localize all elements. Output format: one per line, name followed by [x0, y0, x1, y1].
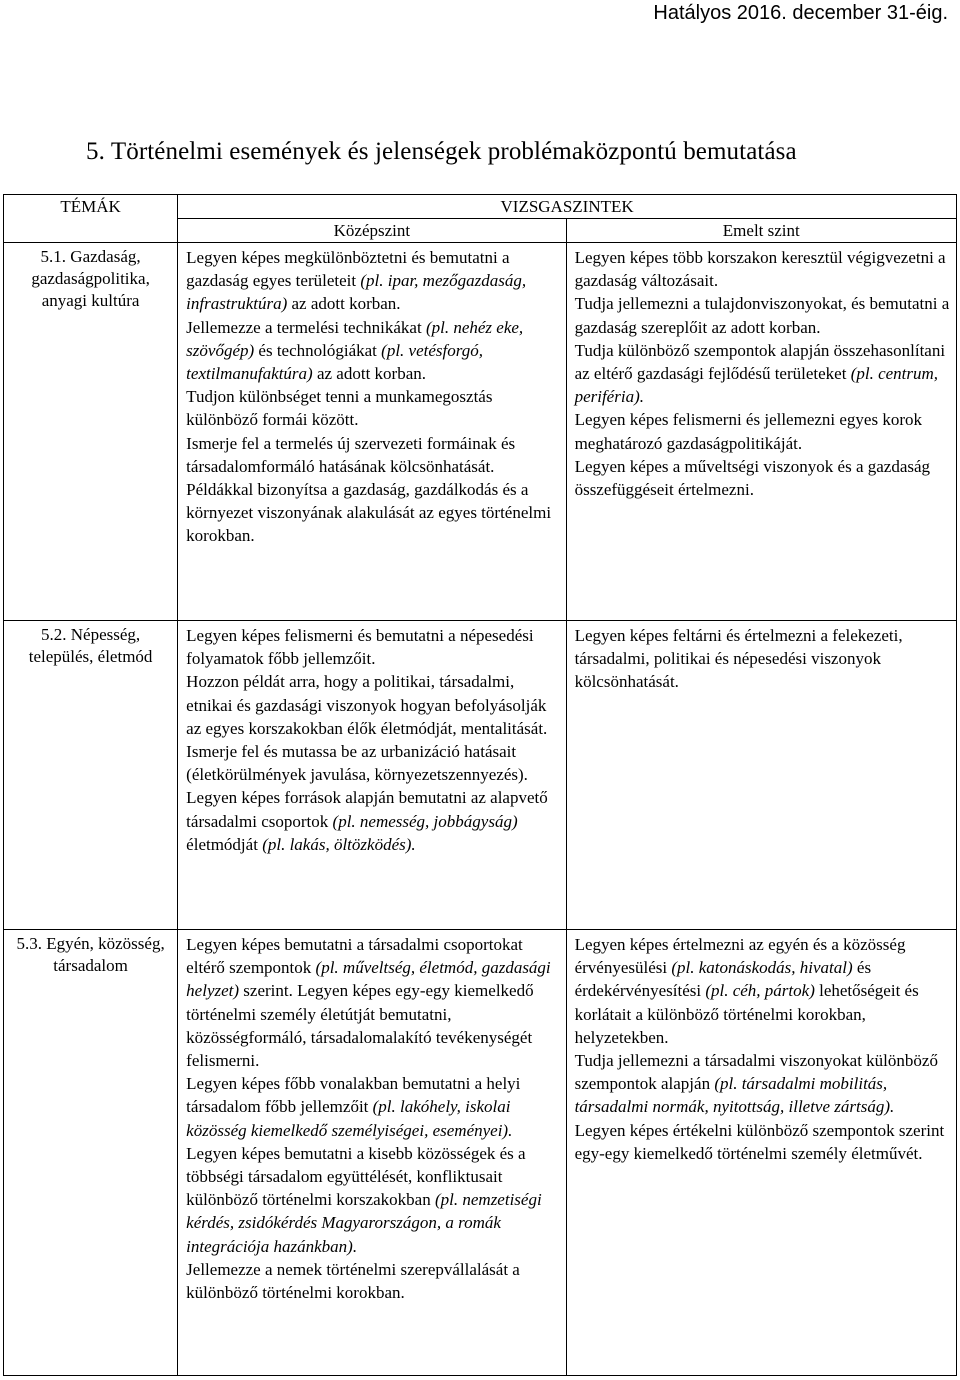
- requirement-text: Legyen képes források alapján bemutatni az alapvető társadalmi csoportok: [186, 788, 548, 831]
- example-text: (pl. társadalmi mobilitás, társadalmi normák, nyitottság, illetve zártság).: [574, 1074, 895, 1117]
- mid-cell: [178, 930, 566, 1376]
- example-text: (pl. ipar, mezőgazdaság, infrastruktúra): [186, 271, 527, 314]
- mid-cell: [178, 621, 566, 930]
- requirement-text: Legyen képes értékelni különböző szempontok szerint egy-egy kiemelkedő történelmi személy életművét.: [574, 1120, 945, 1163]
- requirement-text: Legyen képes több korszakon keresztül végigvezetni a gazdaság változásait.: [574, 248, 946, 291]
- validity-note: Hatályos 2016. december 31-éig.: [653, 2, 948, 24]
- mid-level-header: Középszint: [178, 219, 566, 243]
- topic-cell: [4, 930, 178, 1376]
- example-text: (pl. vetésforgó, textilmanufaktúra): [186, 340, 483, 384]
- example-text: (pl. nemzetiségi kérdés, zsidókérdés Magyarországon, a romák integrációja hazánkban).: [186, 1190, 542, 1256]
- requirement-text: és technológiákat: [254, 340, 382, 360]
- advanced-requirements: [567, 930, 956, 1165]
- requirement-text: Legyen képes bemutatni a társadalmi csoportokat eltérő szempontok: [186, 935, 523, 978]
- criteria-header: VIZSGASZINTEK: [178, 195, 957, 219]
- example-text: (pl. nemesség, jobbágyság): [332, 811, 518, 831]
- table-row: [4, 621, 957, 930]
- requirement-text: és érdekérvényesítési: [574, 958, 872, 1001]
- requirement-text: Tudja jellemezni a társadalmi viszonyokat különböző szempontok alapján: [574, 1051, 938, 1094]
- table-row: [4, 243, 957, 621]
- table-row: [4, 930, 957, 1376]
- requirement-text: Hozzon példát arra, hogy a politikai, társadalmi, etnikai és gazdasági viszonyok hogyan befolyásolják az egyes korszakokban élők életmódját, mentalitását.: [186, 672, 548, 738]
- topic-label: 5.3. Egyén, közösség, társadalom: [16, 934, 165, 975]
- page-header-bar: [0, 0, 960, 30]
- adv-cell: [566, 621, 956, 930]
- requirement-text: Tudjon különbséget tenni a munkamegosztás különböző formái között.: [186, 387, 493, 430]
- requirement-text: Ismerje fel és mutassa be az urbanizáció hatásait (életkörülmények javulása, környezetszennyezés).: [186, 742, 528, 785]
- example-text: (pl. nehéz eke, szövőgép): [186, 317, 524, 360]
- requirement-text: Legyen képes bemutatni a kisebb közösségek és a többségi társadalom együttélését, konfliktusait különböző történelmi korszakokban: [186, 1143, 526, 1210]
- requirement-text: Legyen képes feltárni és értelmezni a felekezeti, társadalmi, politikai és népesedési viszonyok kölcsönhatását.: [574, 626, 903, 692]
- mid-cell: [178, 243, 566, 621]
- example-text: (pl. céh, pártok): [705, 981, 815, 1001]
- example-text: (pl. lakóhely, iskolai közösség kiemelkedő személyiségei, eseményei).: [186, 1097, 513, 1140]
- topic-label: 5.2. Népesség, település, életmód: [28, 625, 153, 666]
- requirement-text: az adott korban.: [312, 364, 426, 384]
- topic-cell: [4, 243, 178, 621]
- requirement-text: Jellemezze a termelési technikákat: [186, 317, 426, 337]
- requirement-text: Legyen képes felismerni és jellemezni egyes korok meghatározó gazdaságpolitikáját.: [574, 410, 923, 453]
- mid-requirements: [178, 243, 565, 548]
- requirement-text: Tudja jellemezni a tulajdonviszonyokat, és bemutatni a gazdaság szereplőit az adott korban.: [574, 294, 950, 337]
- mid-requirements: [178, 930, 565, 1304]
- topic-label: 5.1. Gazdaság, gazdaságpolitika, anyagi kultúra: [31, 247, 150, 310]
- requirement-text: Legyen képes megkülönböztetni és bemutatni a gazdaság egyes területeit: [186, 248, 510, 291]
- example-text: (pl. műveltség, életmód, gazdasági helyzet): [186, 958, 551, 1001]
- requirement-text: Legyen képes a műveltségi viszonyok és a gazdaság összefüggéseit értelmezni.: [574, 456, 931, 500]
- requirement-text: Legyen képes főbb vonalakban bemutatni a helyi társadalom főbb jellemzőit: [186, 1074, 521, 1117]
- requirement-text: Példákkal bizonyítsa a gazdaság, gazdálkodás és a környezet viszonyának alakulását az egyes történelmi korokban.: [186, 480, 552, 546]
- requirement-text: Ismerje fel a termelés új szervezeti formáinak és társadalomformáló hatásának kölcsönhatását.: [186, 433, 516, 476]
- mid-requirements: [178, 621, 565, 856]
- exam-requirements-table: [3, 194, 957, 1376]
- example-text: (pl. katonáskodás, hivatal): [671, 958, 853, 978]
- requirement-text: életmódját: [186, 834, 263, 854]
- advanced-level-header: Emelt szint: [566, 219, 956, 243]
- example-text: (pl. lakás, öltözködés).: [262, 834, 416, 854]
- requirement-text: szerint. Legyen képes egy-egy kiemelkedő történelmi személy életútját bemutatni, közösségformáló, társadalomalakító tevékenységét felismerni.: [186, 981, 534, 1071]
- requirement-text: Tudja különböző szempontok alapján összehasonlítani az eltérő gazdasági fejlődésű területeket: [574, 340, 946, 384]
- topics-header: TÉMÁK: [4, 195, 178, 243]
- example-text: (pl. centrum, periféria).: [574, 364, 939, 407]
- requirement-text: az adott korban.: [287, 294, 401, 314]
- adv-cell: [566, 243, 956, 621]
- requirement-text: Jellemezze a nemek történelmi szerepvállalását a különböző történelmi korokban.: [186, 1259, 520, 1303]
- topic-cell: [4, 621, 178, 930]
- adv-cell: [566, 930, 956, 1376]
- advanced-requirements: [567, 621, 956, 694]
- section-title: 5. Történelmi események és jelenségek problémaközpontú bemutatása: [86, 138, 797, 165]
- requirement-text: Legyen képes értelmezni az egyén és a közösség érvényesülési: [574, 935, 906, 978]
- requirement-text: lehetőségeit és korlátait a különböző történelmi korokban, helyzetekben.: [574, 981, 919, 1047]
- requirement-text: Legyen képes felismerni és bemutatni a népesedési folyamatok főbb jellemzőit.: [186, 626, 534, 669]
- advanced-requirements: [567, 243, 956, 501]
